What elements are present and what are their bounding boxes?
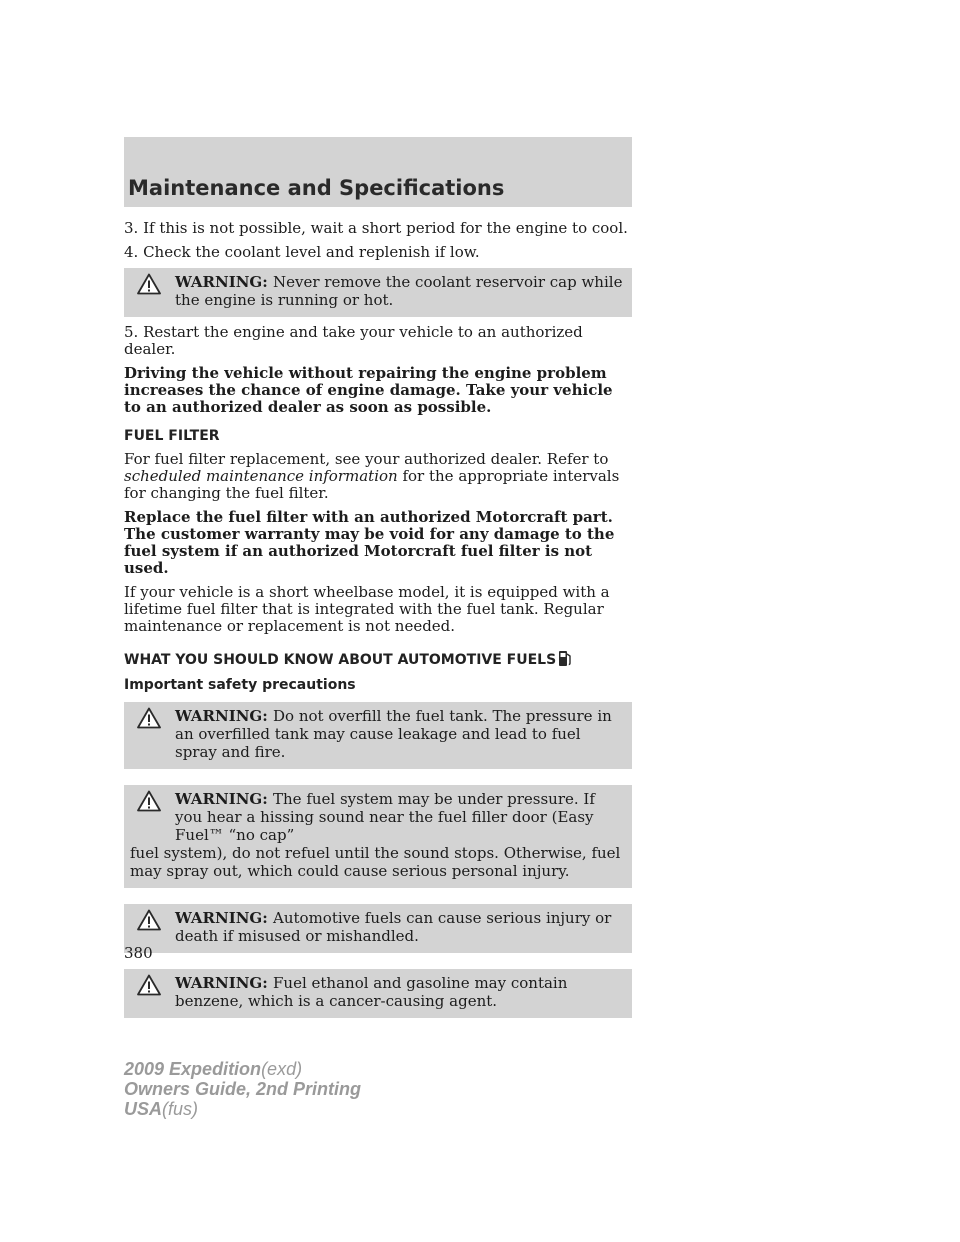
footer-line-1: [124, 1059, 361, 1079]
warning-icon: [137, 707, 161, 729]
fuel-filter-text-b: for the appropriate intervals for changing the fuel filter.: [124, 467, 620, 502]
section-title: Maintenance and Specifications: [128, 176, 505, 200]
warning-fuel-injury: [124, 904, 632, 953]
fuel-filter-paragraph: [124, 451, 632, 502]
warning-label: WARNING:: [175, 974, 268, 992]
warning-overfill: [124, 702, 632, 769]
footer-model: 2009 Expedition: [124, 1059, 262, 1079]
warning-text: Never remove the coolant reservoir cap while the engine is running or hot.: [175, 273, 623, 309]
footer-printing: Owners Guide, 2nd Printing: [124, 1079, 362, 1099]
warning-text-a: The fuel system may be under pressure. If you hear a hissing sound near the fuel filler door (Easy Fuel™ “no cap”: [175, 790, 595, 844]
automotive-fuels-heading: [124, 649, 632, 669]
warning-benzene: [124, 969, 632, 1018]
warning-icon: [137, 974, 161, 996]
scheduled-maintenance-reference: scheduled maintenance information: [124, 467, 398, 485]
fuel-pump-icon: [558, 649, 572, 667]
footer-model-code: (exd): [261, 1059, 303, 1079]
lifetime-filter-paragraph: If your vehicle is a short wheelbase model, it is equipped with a lifetime fuel filter that is integrated with the fuel tank. Regular maintenance or replacement is not needed.: [124, 583, 610, 635]
page-number: 380: [124, 944, 153, 962]
footer-line-3: [124, 1099, 361, 1119]
warning-fuel-pressure: [124, 785, 632, 888]
document-footer: [124, 1059, 361, 1119]
warning-text: Automotive fuels can cause serious injury or death if misused or mishandled.: [175, 909, 612, 945]
warning-label: WARNING:: [175, 707, 268, 725]
page-content: [124, 220, 632, 1025]
warning-coolant: [124, 268, 632, 317]
warning-label: WARNING:: [175, 790, 268, 808]
warning-text-b: fuel system), do not refuel until the sound stops. Otherwise, fuel may spray out, which could cause serious personal injury.: [130, 844, 621, 880]
safety-precautions-heading: Important safety precautions: [124, 677, 356, 693]
step-4: 4. Check the coolant level and replenish if low.: [124, 243, 480, 261]
warning-icon: [137, 273, 161, 295]
warning-icon: [137, 909, 161, 931]
motorcraft-note: Replace the fuel filter with an authorized Motorcraft part. The customer warranty may be void for any damage to the fuel system if an authorized Motorcraft fuel filter is not used.: [124, 508, 615, 577]
automotive-fuels-heading-text: WHAT YOU SHOULD KNOW ABOUT AUTOMOTIVE FUELS: [124, 652, 557, 668]
warning-label: WARNING:: [175, 909, 268, 927]
warning-text: Fuel ethanol and gasoline may contain benzene, which is a cancer-causing agent.: [175, 974, 568, 1010]
step-5: 5. Restart the engine and take your vehicle to an authorized dealer.: [124, 323, 583, 358]
fuel-filter-text-a: For fuel filter replacement, see your authorized dealer. Refer to: [124, 450, 609, 468]
fuel-filter-heading: FUEL FILTER: [124, 428, 220, 444]
engine-damage-note: Driving the vehicle without repairing the engine problem increases the chance of engine damage. Take your vehicle to an authorized dealer as soon as possible.: [124, 364, 613, 416]
warning-icon: [137, 790, 161, 812]
warning-label: WARNING:: [175, 273, 268, 291]
footer-market-code: (fus): [162, 1099, 199, 1119]
warning-text: Do not overfill the fuel tank. The pressure in an overfilled tank may cause leakage and lead to fuel spray and fire.: [175, 707, 612, 761]
footer-line-2: [124, 1079, 361, 1099]
footer-market: USA: [124, 1099, 163, 1119]
step-3: 3. If this is not possible, wait a short period for the engine to cool.: [124, 219, 628, 237]
